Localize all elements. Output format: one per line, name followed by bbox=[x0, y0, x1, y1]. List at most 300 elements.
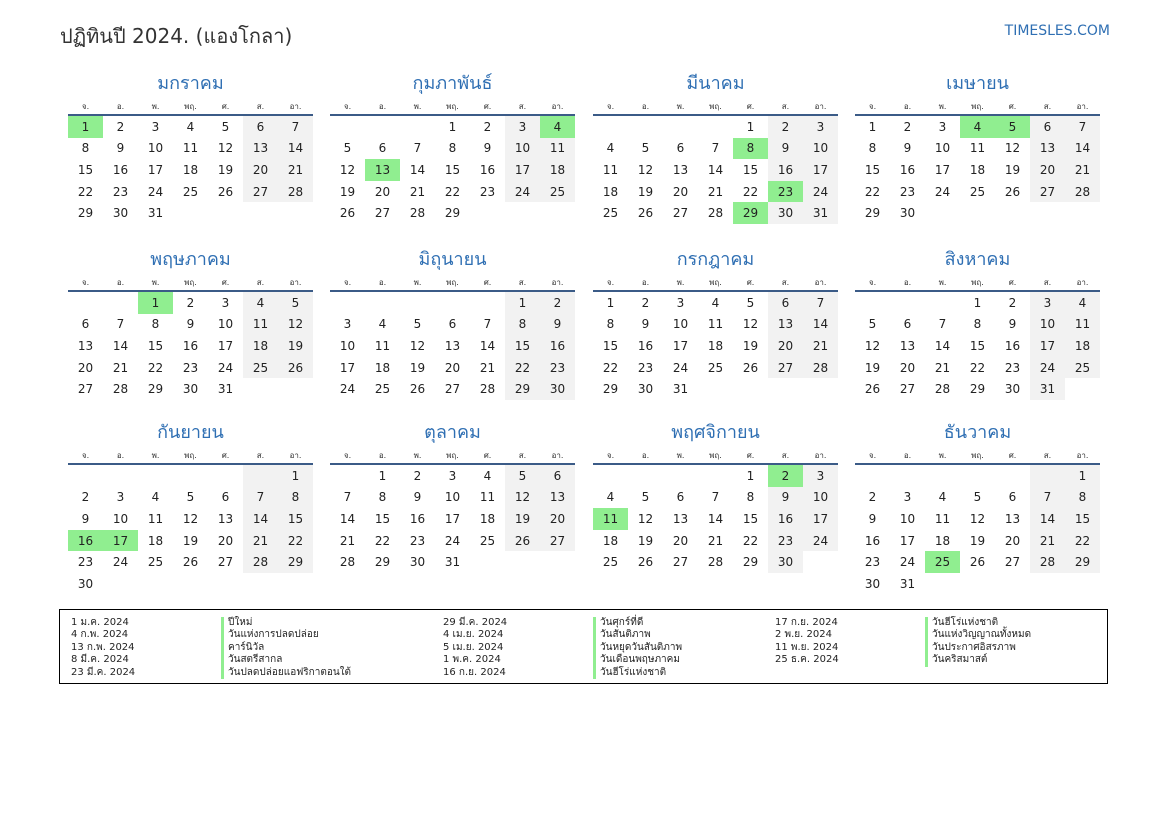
day-cell[interactable]: 29 bbox=[733, 202, 768, 224]
day-cell[interactable]: 15 bbox=[147, 338, 164, 353]
day-cell[interactable]: 5 bbox=[746, 295, 755, 310]
day-cell[interactable]: 12 bbox=[1004, 141, 1021, 156]
day-cell[interactable]: 23 bbox=[768, 530, 803, 552]
day-cell[interactable]: 2 bbox=[116, 119, 125, 134]
day-cell[interactable]: 2 bbox=[868, 490, 877, 505]
day-cell[interactable]: 7 bbox=[343, 490, 352, 505]
day-cell[interactable]: 25 bbox=[925, 551, 960, 573]
day-cell[interactable]: 12 bbox=[637, 162, 654, 177]
day-cell[interactable]: 15 bbox=[374, 511, 391, 526]
day-cell[interactable]: 16 bbox=[864, 533, 881, 548]
day-cell[interactable]: 5 bbox=[186, 490, 195, 505]
day-cell[interactable]: 1 bbox=[448, 119, 457, 134]
day-cell[interactable]: 12 bbox=[409, 338, 426, 353]
day-cell[interactable]: 8 bbox=[973, 317, 982, 332]
day-cell[interactable]: 17 bbox=[934, 162, 951, 177]
day-cell[interactable]: 16 bbox=[768, 508, 803, 530]
day-cell[interactable]: 30 bbox=[768, 551, 803, 573]
day-cell[interactable]: 26 bbox=[864, 382, 881, 397]
day-cell[interactable]: 27 bbox=[768, 357, 803, 379]
day-cell[interactable]: 22 bbox=[278, 530, 313, 552]
day-cell[interactable]: 12 bbox=[278, 314, 313, 336]
day-cell[interactable]: 3 bbox=[1030, 292, 1065, 314]
day-cell[interactable]: 3 bbox=[938, 119, 947, 134]
day-cell[interactable]: 21 bbox=[409, 184, 426, 199]
day-cell[interactable]: 25 bbox=[479, 533, 496, 548]
day-cell[interactable]: 14 bbox=[803, 314, 838, 336]
day-cell[interactable]: 4 bbox=[483, 468, 492, 483]
day-cell[interactable]: 19 bbox=[339, 184, 356, 199]
day-cell[interactable]: 6 bbox=[676, 490, 685, 505]
day-cell[interactable]: 3 bbox=[151, 119, 160, 134]
day-cell[interactable]: 9 bbox=[768, 138, 803, 160]
day-cell[interactable]: 6 bbox=[81, 317, 90, 332]
day-cell[interactable]: 24 bbox=[803, 530, 838, 552]
day-cell[interactable]: 10 bbox=[217, 317, 234, 332]
day-cell[interactable]: 9 bbox=[483, 141, 492, 156]
day-cell[interactable]: 19 bbox=[409, 360, 426, 375]
day-cell[interactable]: 7 bbox=[711, 490, 720, 505]
day-cell[interactable]: 18 bbox=[1065, 335, 1100, 357]
day-cell[interactable]: 23 bbox=[864, 555, 881, 570]
day-cell[interactable]: 8 bbox=[378, 490, 387, 505]
day-cell[interactable]: 21 bbox=[1030, 530, 1065, 552]
day-cell[interactable]: 15 bbox=[278, 508, 313, 530]
day-cell[interactable]: 27 bbox=[1030, 181, 1065, 203]
day-cell[interactable]: 22 bbox=[374, 533, 391, 548]
day-cell[interactable]: 7 bbox=[803, 292, 838, 314]
day-cell[interactable]: 13 bbox=[672, 511, 689, 526]
day-cell[interactable]: 5 bbox=[278, 292, 313, 314]
day-cell[interactable]: 1 bbox=[278, 465, 313, 487]
day-cell[interactable]: 22 bbox=[147, 360, 164, 375]
day-cell[interactable]: 15 bbox=[742, 162, 759, 177]
site-link[interactable]: TIMESLES.COM bbox=[1004, 23, 1110, 39]
day-cell[interactable]: 8 bbox=[448, 141, 457, 156]
day-cell[interactable]: 20 bbox=[540, 508, 575, 530]
day-cell[interactable]: 12 bbox=[637, 511, 654, 526]
day-cell[interactable]: 14 bbox=[243, 508, 278, 530]
day-cell[interactable]: 18 bbox=[602, 184, 619, 199]
day-cell[interactable]: 30 bbox=[77, 576, 94, 591]
day-cell[interactable]: 29 bbox=[77, 206, 94, 221]
day-cell[interactable]: 4 bbox=[606, 141, 615, 156]
day-cell[interactable]: 28 bbox=[803, 357, 838, 379]
day-cell[interactable]: 20 bbox=[768, 335, 803, 357]
day-cell[interactable]: 10 bbox=[934, 141, 951, 156]
day-cell[interactable]: 24 bbox=[339, 382, 356, 397]
day-cell[interactable]: 7 bbox=[243, 487, 278, 509]
day-cell[interactable]: 9 bbox=[116, 141, 125, 156]
day-cell[interactable]: 19 bbox=[1004, 162, 1021, 177]
day-cell[interactable]: 16 bbox=[540, 335, 575, 357]
day-cell[interactable]: 25 bbox=[374, 382, 391, 397]
day-cell[interactable]: 9 bbox=[186, 317, 195, 332]
day-cell[interactable]: 30 bbox=[409, 555, 426, 570]
day-cell[interactable]: 2 bbox=[1008, 295, 1017, 310]
day-cell[interactable]: 11 bbox=[182, 141, 199, 156]
day-cell[interactable]: 13 bbox=[1004, 511, 1021, 526]
day-cell[interactable]: 5 bbox=[868, 317, 877, 332]
day-cell[interactable]: 8 bbox=[733, 138, 768, 160]
day-cell[interactable]: 15 bbox=[505, 335, 540, 357]
day-cell[interactable]: 14 bbox=[707, 162, 724, 177]
day-cell[interactable]: 18 bbox=[479, 511, 496, 526]
day-cell[interactable]: 4 bbox=[960, 116, 995, 138]
day-cell[interactable]: 8 bbox=[81, 141, 90, 156]
day-cell[interactable]: 6 bbox=[676, 141, 685, 156]
day-cell[interactable]: 2 bbox=[81, 490, 90, 505]
day-cell[interactable]: 2 bbox=[413, 468, 422, 483]
day-cell[interactable]: 3 bbox=[116, 490, 125, 505]
day-cell[interactable]: 19 bbox=[278, 335, 313, 357]
day-cell[interactable]: 18 bbox=[540, 159, 575, 181]
day-cell[interactable]: 27 bbox=[444, 382, 461, 397]
day-cell[interactable]: 28 bbox=[1065, 181, 1100, 203]
day-cell[interactable]: 11 bbox=[593, 508, 628, 530]
day-cell[interactable]: 18 bbox=[707, 338, 724, 353]
day-cell[interactable]: 12 bbox=[969, 511, 986, 526]
day-cell[interactable]: 23 bbox=[77, 555, 94, 570]
day-cell[interactable]: 21 bbox=[934, 360, 951, 375]
day-cell[interactable]: 7 bbox=[278, 116, 313, 138]
day-cell[interactable]: 18 bbox=[147, 533, 164, 548]
day-cell[interactable]: 10 bbox=[147, 141, 164, 156]
day-cell[interactable]: 7 bbox=[938, 317, 947, 332]
day-cell[interactable]: 10 bbox=[803, 138, 838, 160]
day-cell[interactable]: 14 bbox=[278, 138, 313, 160]
day-cell[interactable]: 13 bbox=[768, 314, 803, 336]
day-cell[interactable]: 6 bbox=[1030, 116, 1065, 138]
day-cell[interactable]: 26 bbox=[182, 555, 199, 570]
day-cell[interactable]: 14 bbox=[1065, 138, 1100, 160]
day-cell[interactable]: 7 bbox=[1030, 487, 1065, 509]
day-cell[interactable]: 28 bbox=[1030, 551, 1065, 573]
day-cell[interactable]: 11 bbox=[1065, 314, 1100, 336]
day-cell[interactable]: 13 bbox=[672, 162, 689, 177]
day-cell[interactable]: 4 bbox=[711, 295, 720, 310]
day-cell[interactable]: 25 bbox=[602, 555, 619, 570]
day-cell[interactable]: 26 bbox=[505, 530, 540, 552]
day-cell[interactable]: 1 bbox=[606, 295, 615, 310]
day-cell[interactable]: 21 bbox=[479, 360, 496, 375]
day-cell[interactable]: 1 bbox=[973, 295, 982, 310]
day-cell[interactable]: 11 bbox=[707, 317, 724, 332]
day-cell[interactable]: 12 bbox=[217, 141, 234, 156]
day-cell[interactable]: 31 bbox=[444, 555, 461, 570]
day-cell[interactable]: 17 bbox=[339, 360, 356, 375]
day-cell[interactable]: 8 bbox=[1065, 487, 1100, 509]
day-cell[interactable]: 29 bbox=[278, 551, 313, 573]
day-cell[interactable]: 27 bbox=[1004, 555, 1021, 570]
day-cell[interactable]: 16 bbox=[637, 338, 654, 353]
day-cell[interactable]: 24 bbox=[444, 533, 461, 548]
day-cell[interactable]: 18 bbox=[969, 162, 986, 177]
day-cell[interactable]: 7 bbox=[413, 141, 422, 156]
day-cell[interactable]: 14 bbox=[934, 338, 951, 353]
day-cell[interactable]: 1 bbox=[138, 292, 173, 314]
day-cell[interactable]: 2 bbox=[641, 295, 650, 310]
day-cell[interactable]: 9 bbox=[81, 511, 90, 526]
day-cell[interactable]: 15 bbox=[602, 338, 619, 353]
day-cell[interactable]: 16 bbox=[479, 162, 496, 177]
day-cell[interactable]: 20 bbox=[444, 360, 461, 375]
day-cell[interactable]: 9 bbox=[768, 487, 803, 509]
day-cell[interactable]: 26 bbox=[1004, 184, 1021, 199]
day-cell[interactable]: 20 bbox=[217, 533, 234, 548]
day-cell[interactable]: 5 bbox=[973, 490, 982, 505]
day-cell[interactable]: 18 bbox=[602, 533, 619, 548]
day-cell[interactable]: 7 bbox=[1065, 116, 1100, 138]
day-cell[interactable]: 6 bbox=[378, 141, 387, 156]
day-cell[interactable]: 5 bbox=[641, 490, 650, 505]
day-cell[interactable]: 22 bbox=[1065, 530, 1100, 552]
day-cell[interactable]: 22 bbox=[505, 357, 540, 379]
day-cell[interactable]: 24 bbox=[505, 181, 540, 203]
day-cell[interactable]: 2 bbox=[903, 119, 912, 134]
day-cell[interactable]: 17 bbox=[444, 511, 461, 526]
day-cell[interactable]: 30 bbox=[182, 382, 199, 397]
day-cell[interactable]: 12 bbox=[864, 338, 881, 353]
day-cell[interactable]: 30 bbox=[864, 576, 881, 591]
day-cell[interactable]: 13 bbox=[243, 138, 278, 160]
day-cell[interactable]: 13 bbox=[217, 511, 234, 526]
day-cell[interactable]: 2 bbox=[768, 465, 803, 487]
day-cell[interactable]: 30 bbox=[637, 382, 654, 397]
day-cell[interactable]: 28 bbox=[409, 206, 426, 221]
day-cell[interactable]: 19 bbox=[742, 338, 759, 353]
day-cell[interactable]: 22 bbox=[969, 360, 986, 375]
day-cell[interactable]: 20 bbox=[672, 533, 689, 548]
day-cell[interactable]: 15 bbox=[969, 338, 986, 353]
day-cell[interactable]: 30 bbox=[1004, 382, 1021, 397]
day-cell[interactable]: 31 bbox=[1030, 378, 1065, 400]
day-cell[interactable]: 20 bbox=[1004, 533, 1021, 548]
day-cell[interactable]: 20 bbox=[374, 184, 391, 199]
day-cell[interactable]: 23 bbox=[768, 181, 803, 203]
day-cell[interactable]: 17 bbox=[217, 338, 234, 353]
day-cell[interactable]: 30 bbox=[768, 202, 803, 224]
day-cell[interactable]: 20 bbox=[77, 360, 94, 375]
day-cell[interactable]: 31 bbox=[147, 206, 164, 221]
day-cell[interactable]: 4 bbox=[540, 116, 575, 138]
day-cell[interactable]: 11 bbox=[540, 138, 575, 160]
day-cell[interactable]: 18 bbox=[374, 360, 391, 375]
day-cell[interactable]: 10 bbox=[112, 511, 129, 526]
day-cell[interactable]: 26 bbox=[409, 382, 426, 397]
day-cell[interactable]: 14 bbox=[339, 511, 356, 526]
day-cell[interactable]: 28 bbox=[243, 551, 278, 573]
day-cell[interactable]: 21 bbox=[803, 335, 838, 357]
day-cell[interactable]: 17 bbox=[672, 338, 689, 353]
day-cell[interactable]: 1 bbox=[378, 468, 387, 483]
day-cell[interactable]: 24 bbox=[934, 184, 951, 199]
day-cell[interactable]: 23 bbox=[899, 184, 916, 199]
day-cell[interactable]: 29 bbox=[147, 382, 164, 397]
day-cell[interactable]: 23 bbox=[182, 360, 199, 375]
day-cell[interactable]: 3 bbox=[903, 490, 912, 505]
day-cell[interactable]: 5 bbox=[641, 141, 650, 156]
day-cell[interactable]: 24 bbox=[803, 181, 838, 203]
day-cell[interactable]: 22 bbox=[742, 533, 759, 548]
day-cell[interactable]: 16 bbox=[1004, 338, 1021, 353]
day-cell[interactable]: 23 bbox=[540, 357, 575, 379]
day-cell[interactable]: 27 bbox=[899, 382, 916, 397]
day-cell[interactable]: 14 bbox=[112, 338, 129, 353]
day-cell[interactable]: 25 bbox=[540, 181, 575, 203]
day-cell[interactable]: 8 bbox=[868, 141, 877, 156]
day-cell[interactable]: 4 bbox=[186, 119, 195, 134]
day-cell[interactable]: 6 bbox=[243, 116, 278, 138]
day-cell[interactable]: 21 bbox=[707, 533, 724, 548]
day-cell[interactable]: 31 bbox=[803, 202, 838, 224]
day-cell[interactable]: 22 bbox=[444, 184, 461, 199]
day-cell[interactable]: 25 bbox=[969, 184, 986, 199]
day-cell[interactable]: 17 bbox=[103, 530, 138, 552]
day-cell[interactable]: 2 bbox=[186, 295, 195, 310]
day-cell[interactable]: 26 bbox=[742, 360, 759, 375]
day-cell[interactable]: 17 bbox=[505, 159, 540, 181]
day-cell[interactable]: 29 bbox=[742, 555, 759, 570]
day-cell[interactable]: 22 bbox=[742, 184, 759, 199]
day-cell[interactable]: 31 bbox=[217, 382, 234, 397]
day-cell[interactable]: 12 bbox=[505, 487, 540, 509]
day-cell[interactable]: 3 bbox=[221, 295, 230, 310]
day-cell[interactable]: 10 bbox=[672, 317, 689, 332]
day-cell[interactable]: 10 bbox=[339, 338, 356, 353]
day-cell[interactable]: 25 bbox=[243, 357, 278, 379]
day-cell[interactable]: 12 bbox=[742, 317, 759, 332]
day-cell[interactable]: 21 bbox=[243, 530, 278, 552]
day-cell[interactable]: 11 bbox=[147, 511, 164, 526]
day-cell[interactable]: 15 bbox=[444, 162, 461, 177]
day-cell[interactable]: 13 bbox=[1030, 138, 1065, 160]
day-cell[interactable]: 15 bbox=[1065, 508, 1100, 530]
day-cell[interactable]: 1 bbox=[1065, 465, 1100, 487]
day-cell[interactable]: 27 bbox=[374, 206, 391, 221]
day-cell[interactable]: 1 bbox=[68, 116, 103, 138]
day-cell[interactable]: 1 bbox=[746, 468, 755, 483]
day-cell[interactable]: 17 bbox=[803, 159, 838, 181]
day-cell[interactable]: 18 bbox=[243, 335, 278, 357]
day-cell[interactable]: 17 bbox=[899, 533, 916, 548]
day-cell[interactable]: 14 bbox=[1030, 508, 1065, 530]
day-cell[interactable]: 8 bbox=[151, 317, 160, 332]
day-cell[interactable]: 26 bbox=[969, 555, 986, 570]
day-cell[interactable]: 3 bbox=[448, 468, 457, 483]
day-cell[interactable]: 4 bbox=[378, 317, 387, 332]
day-cell[interactable]: 19 bbox=[637, 533, 654, 548]
day-cell[interactable]: 16 bbox=[68, 530, 103, 552]
day-cell[interactable]: 23 bbox=[112, 184, 129, 199]
day-cell[interactable]: 9 bbox=[641, 317, 650, 332]
day-cell[interactable]: 28 bbox=[707, 206, 724, 221]
day-cell[interactable]: 22 bbox=[864, 184, 881, 199]
day-cell[interactable]: 10 bbox=[803, 487, 838, 509]
day-cell[interactable]: 5 bbox=[505, 465, 540, 487]
day-cell[interactable]: 11 bbox=[602, 162, 619, 177]
day-cell[interactable]: 11 bbox=[969, 141, 986, 156]
day-cell[interactable]: 25 bbox=[182, 184, 199, 199]
day-cell[interactable]: 6 bbox=[768, 292, 803, 314]
day-cell[interactable]: 31 bbox=[672, 382, 689, 397]
day-cell[interactable]: 28 bbox=[707, 555, 724, 570]
day-cell[interactable]: 12 bbox=[339, 162, 356, 177]
day-cell[interactable]: 23 bbox=[637, 360, 654, 375]
day-cell[interactable]: 2 bbox=[768, 116, 803, 138]
day-cell[interactable]: 9 bbox=[540, 314, 575, 336]
day-cell[interactable]: 20 bbox=[899, 360, 916, 375]
day-cell[interactable]: 8 bbox=[505, 314, 540, 336]
day-cell[interactable]: 16 bbox=[182, 338, 199, 353]
day-cell[interactable]: 28 bbox=[479, 382, 496, 397]
day-cell[interactable]: 28 bbox=[339, 555, 356, 570]
day-cell[interactable]: 9 bbox=[903, 141, 912, 156]
day-cell[interactable]: 19 bbox=[969, 533, 986, 548]
day-cell[interactable]: 25 bbox=[602, 206, 619, 221]
day-cell[interactable]: 7 bbox=[116, 317, 125, 332]
day-cell[interactable]: 8 bbox=[278, 487, 313, 509]
day-cell[interactable]: 27 bbox=[243, 181, 278, 203]
day-cell[interactable]: 26 bbox=[339, 206, 356, 221]
day-cell[interactable]: 26 bbox=[278, 357, 313, 379]
day-cell[interactable]: 9 bbox=[868, 511, 877, 526]
day-cell[interactable]: 27 bbox=[672, 555, 689, 570]
day-cell[interactable]: 9 bbox=[1008, 317, 1017, 332]
day-cell[interactable]: 27 bbox=[217, 555, 234, 570]
day-cell[interactable]: 4 bbox=[938, 490, 947, 505]
day-cell[interactable]: 3 bbox=[343, 317, 352, 332]
day-cell[interactable]: 19 bbox=[864, 360, 881, 375]
day-cell[interactable]: 3 bbox=[505, 116, 540, 138]
day-cell[interactable]: 3 bbox=[803, 465, 838, 487]
day-cell[interactable]: 20 bbox=[672, 184, 689, 199]
day-cell[interactable]: 30 bbox=[899, 206, 916, 221]
day-cell[interactable]: 21 bbox=[278, 159, 313, 181]
day-cell[interactable]: 10 bbox=[444, 490, 461, 505]
day-cell[interactable]: 16 bbox=[768, 159, 803, 181]
day-cell[interactable]: 14 bbox=[409, 162, 426, 177]
day-cell[interactable]: 18 bbox=[182, 162, 199, 177]
day-cell[interactable]: 10 bbox=[505, 138, 540, 160]
day-cell[interactable]: 10 bbox=[1030, 314, 1065, 336]
day-cell[interactable]: 21 bbox=[112, 360, 129, 375]
day-cell[interactable]: 11 bbox=[243, 314, 278, 336]
day-cell[interactable]: 28 bbox=[278, 181, 313, 203]
day-cell[interactable]: 20 bbox=[243, 159, 278, 181]
day-cell[interactable]: 4 bbox=[1065, 292, 1100, 314]
day-cell[interactable]: 30 bbox=[540, 378, 575, 400]
day-cell[interactable]: 15 bbox=[742, 511, 759, 526]
day-cell[interactable]: 24 bbox=[1030, 357, 1065, 379]
day-cell[interactable]: 23 bbox=[409, 533, 426, 548]
day-cell[interactable]: 9 bbox=[413, 490, 422, 505]
day-cell[interactable]: 2 bbox=[540, 292, 575, 314]
day-cell[interactable]: 17 bbox=[147, 162, 164, 177]
day-cell[interactable]: 28 bbox=[934, 382, 951, 397]
day-cell[interactable]: 1 bbox=[868, 119, 877, 134]
day-cell[interactable]: 5 bbox=[221, 119, 230, 134]
day-cell[interactable]: 15 bbox=[77, 162, 94, 177]
day-cell[interactable]: 4 bbox=[606, 490, 615, 505]
day-cell[interactable]: 13 bbox=[899, 338, 916, 353]
day-cell[interactable]: 27 bbox=[672, 206, 689, 221]
day-cell[interactable]: 6 bbox=[448, 317, 457, 332]
day-cell[interactable]: 30 bbox=[112, 206, 129, 221]
day-cell[interactable]: 12 bbox=[182, 511, 199, 526]
day-cell[interactable]: 16 bbox=[899, 162, 916, 177]
day-cell[interactable]: 17 bbox=[803, 508, 838, 530]
